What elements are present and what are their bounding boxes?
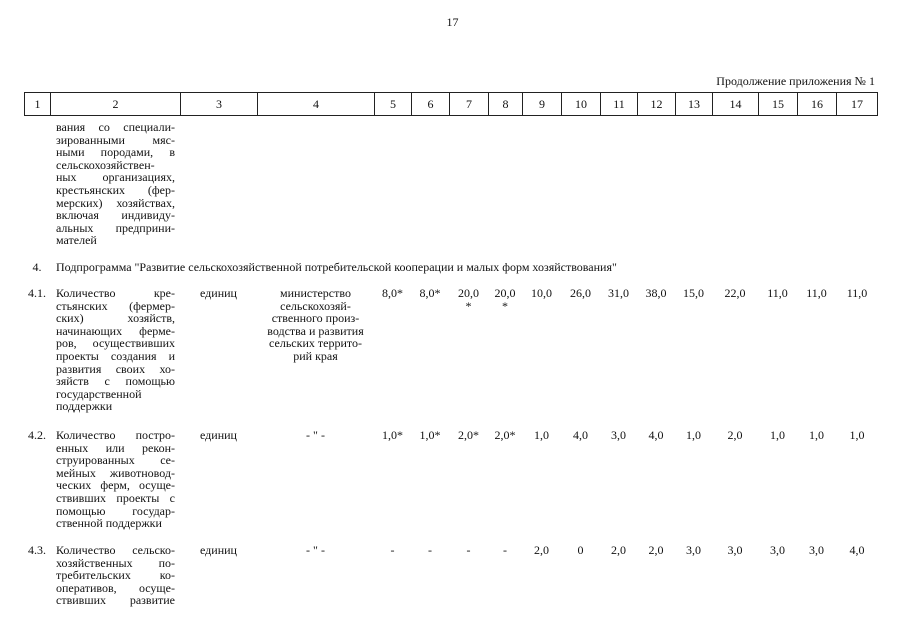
value-cell: [488, 544, 522, 557]
text-line: енных или рекон-: [56, 440, 175, 455]
value-cell-text: 0: [577, 543, 584, 557]
value-cell: [600, 429, 637, 442]
value-cell-text: 4,0: [648, 428, 664, 442]
value-cell-text: 1,0: [534, 428, 549, 442]
text-line: оперативов, осуще-: [56, 580, 175, 595]
value-cell: [600, 287, 637, 312]
value-cell: [675, 287, 712, 312]
text-line: рий края: [293, 348, 338, 363]
text-line: помощью государ-: [56, 503, 175, 518]
value-cell-text: 3,0: [809, 543, 824, 557]
value-cell: [488, 429, 522, 442]
value-cell-text: 26,0: [570, 286, 591, 300]
text-line: ческих ферм, осуще-: [56, 478, 175, 493]
value-cell: [374, 287, 411, 312]
value-cell-text: 1,0: [809, 428, 824, 442]
value-cell-text: 2,0: [727, 428, 743, 442]
value-cell: [797, 544, 836, 557]
value-cell: [836, 544, 878, 557]
section-title: Подпрограмма "Развитие сельскохозяйственной потребительской кооперации и малых форм хозяйствования": [56, 260, 617, 274]
text-line: стьянских (фермер-: [56, 298, 175, 313]
value-cell-text: -: [503, 543, 507, 557]
unit-of-measure: единиц: [200, 428, 237, 442]
value-cell: [449, 287, 488, 312]
row-number: 4.2.: [28, 428, 46, 442]
header-column-number: 9: [523, 93, 562, 115]
unit-of-measure: единиц: [200, 286, 237, 300]
value-cell: [522, 287, 561, 312]
text-line: поддержки: [56, 399, 113, 414]
value-cell-text: 2,0: [534, 543, 549, 557]
text-line: государственной: [56, 386, 142, 401]
value-cell-text: 20,0*: [494, 286, 516, 313]
indicator-row-4-2: [0, 428, 905, 531]
text-line: - " -: [306, 543, 325, 557]
text-line: министерство: [280, 286, 351, 300]
text-line: зированными мяс-: [56, 132, 175, 147]
value-cell-text: 1,0*: [419, 428, 441, 442]
value-cell-text: 1,0: [686, 428, 701, 442]
text-line: хозяйственных по-: [56, 555, 175, 570]
value-cell: [712, 287, 758, 312]
value-cell: [449, 544, 488, 557]
value-cell-text: 3,0: [686, 543, 701, 557]
text-line: зяйств с помощью: [56, 374, 175, 389]
value-cell-text: 38,0: [645, 286, 667, 300]
page-number: 17: [446, 15, 459, 29]
value-cell-text: 11,0: [767, 286, 788, 300]
value-cell-text: 31,0: [608, 286, 629, 300]
value-cell: [449, 429, 488, 442]
value-cell-text: 8,0*: [382, 286, 403, 300]
value-cell: [374, 544, 411, 557]
text-line: начинающих ферме-: [56, 323, 175, 338]
indicator-name: [56, 121, 175, 247]
value-cell-text: 4,0: [573, 428, 588, 442]
text-line: ными породами, в: [56, 145, 175, 160]
text-line: ственной поддержки: [56, 516, 162, 531]
table-header-row: [24, 92, 878, 116]
indicator-name: [56, 429, 175, 530]
text-line: вания со специали-: [56, 120, 175, 134]
text-line: ров, осуществивших: [56, 336, 175, 351]
header-column-number: 5: [375, 93, 412, 115]
header-column-number: 4: [258, 93, 375, 115]
header-column-number: 13: [676, 93, 713, 115]
value-cell: [836, 429, 878, 442]
text-line: ских) хозяйств,: [56, 311, 175, 326]
text-line: ственного произ-: [271, 311, 360, 326]
value-cell: [600, 544, 637, 557]
responsible-executor: [257, 544, 374, 557]
value-cell-text: 2,0: [648, 543, 664, 557]
indicator-name: [56, 287, 175, 413]
responsible-executor: [257, 429, 374, 442]
value-cell: [561, 544, 600, 557]
value-cell: [797, 287, 836, 312]
value-cell: [488, 287, 522, 312]
value-cell-text: 3,0: [770, 543, 785, 557]
value-cell-text: 1,0: [770, 428, 785, 442]
value-cell: [411, 544, 449, 557]
header-column-number: 3: [181, 93, 258, 115]
text-line: сельских террито-: [269, 336, 362, 351]
header-column-number: 14: [713, 93, 759, 115]
text-line: ных организациях,: [56, 170, 175, 185]
text-line: Количество постро-: [56, 428, 175, 442]
header-column-number: 10: [562, 93, 601, 115]
text-line: проекты создания и: [56, 348, 175, 363]
text-line: ствивших проекты с: [56, 490, 175, 505]
value-cell-text: -: [466, 543, 471, 557]
value-cell-text: 2,0*: [458, 428, 479, 442]
value-cell-text: 15,0: [683, 286, 704, 300]
value-cell-text: 11,0: [846, 286, 868, 300]
indicator-row-4-3: [0, 543, 905, 608]
value-cell: [522, 544, 561, 557]
header-column-number: 2: [51, 93, 181, 115]
value-cell-text: 1,0: [849, 428, 865, 442]
value-cell: [637, 429, 675, 442]
text-line: - " -: [306, 428, 325, 442]
text-line: мателей: [56, 233, 97, 248]
indicator-name: [56, 544, 175, 607]
value-cell-text: 4,0: [849, 543, 865, 557]
value-cell-text: 2,0: [611, 543, 626, 557]
value-cell: [758, 287, 797, 312]
value-cell: [561, 429, 600, 442]
continuation-label: Продолжение приложения № 1: [716, 74, 875, 88]
indicator-values: [374, 429, 878, 442]
row-number: 4.3.: [28, 543, 46, 557]
value-cell: [712, 544, 758, 557]
text-line: крестьянских (фер-: [56, 182, 175, 197]
value-cell: [758, 544, 797, 557]
value-cell: [522, 429, 561, 442]
indicator-row-4-1: [0, 286, 905, 414]
value-cell-text: -: [390, 543, 395, 557]
section-number: 4.: [32, 260, 42, 274]
header-column-number: 6: [412, 93, 450, 115]
value-cell: [561, 287, 600, 312]
unit-of-measure: единиц: [200, 543, 237, 557]
text-line: водства и развития: [267, 323, 364, 338]
indicator-values: [374, 544, 878, 557]
header-column-number: 7: [450, 93, 489, 115]
responsible-executor: [257, 287, 374, 363]
value-cell-text: 10,0: [531, 286, 552, 300]
value-cell-text: 3,0: [611, 428, 626, 442]
value-cell: [758, 429, 797, 442]
value-cell-text: -: [428, 543, 432, 557]
text-line: требительских ко-: [56, 568, 175, 583]
text-line: струированных се-: [56, 453, 175, 468]
value-cell-text: 3,0: [727, 543, 743, 557]
value-cell-text: 2,0*: [494, 428, 516, 442]
value-cell-text: 22,0: [724, 286, 746, 300]
value-cell: [411, 429, 449, 442]
text-line: мерских) хозяйствах,: [56, 195, 175, 210]
value-cell-text: 1,0*: [382, 428, 403, 442]
value-cell: [675, 429, 712, 442]
text-line: альных предприни-: [56, 220, 175, 235]
indicator-values: [374, 287, 878, 312]
text-line: развития своих хо-: [56, 361, 175, 376]
text-line: сельскохозяйствен-: [56, 157, 155, 172]
header-column-number: 15: [759, 93, 798, 115]
text-line: ствивших развитие: [56, 593, 175, 608]
header-column-number: 11: [601, 93, 638, 115]
section-row: [0, 260, 905, 274]
text-line: мейных животновод-: [56, 465, 175, 480]
header-column-number: 16: [798, 93, 837, 115]
value-cell: [637, 287, 675, 312]
value-cell: [411, 287, 449, 312]
text-line: включая индивиду-: [56, 208, 175, 223]
value-cell-text: 8,0*: [419, 286, 441, 300]
text-line: Количество кре-: [56, 286, 175, 300]
header-column-number: 8: [489, 93, 523, 115]
value-cell: [374, 429, 411, 442]
value-cell-text: 20,0*: [458, 286, 479, 313]
value-cell: [797, 429, 836, 442]
row-number: 4.1.: [28, 286, 46, 300]
header-column-number: 12: [638, 93, 676, 115]
value-cell: [675, 544, 712, 557]
text-line: сельскохозяй-: [280, 298, 351, 313]
value-cell: [637, 544, 675, 557]
header-column-number: 1: [25, 93, 51, 115]
value-cell: [712, 429, 758, 442]
text-line: Количество сельско-: [56, 543, 175, 557]
continued-row: [0, 120, 905, 248]
header-column-number: 17: [851, 97, 863, 111]
value-cell: [836, 287, 878, 312]
value-cell-text: 11,0: [806, 286, 827, 300]
